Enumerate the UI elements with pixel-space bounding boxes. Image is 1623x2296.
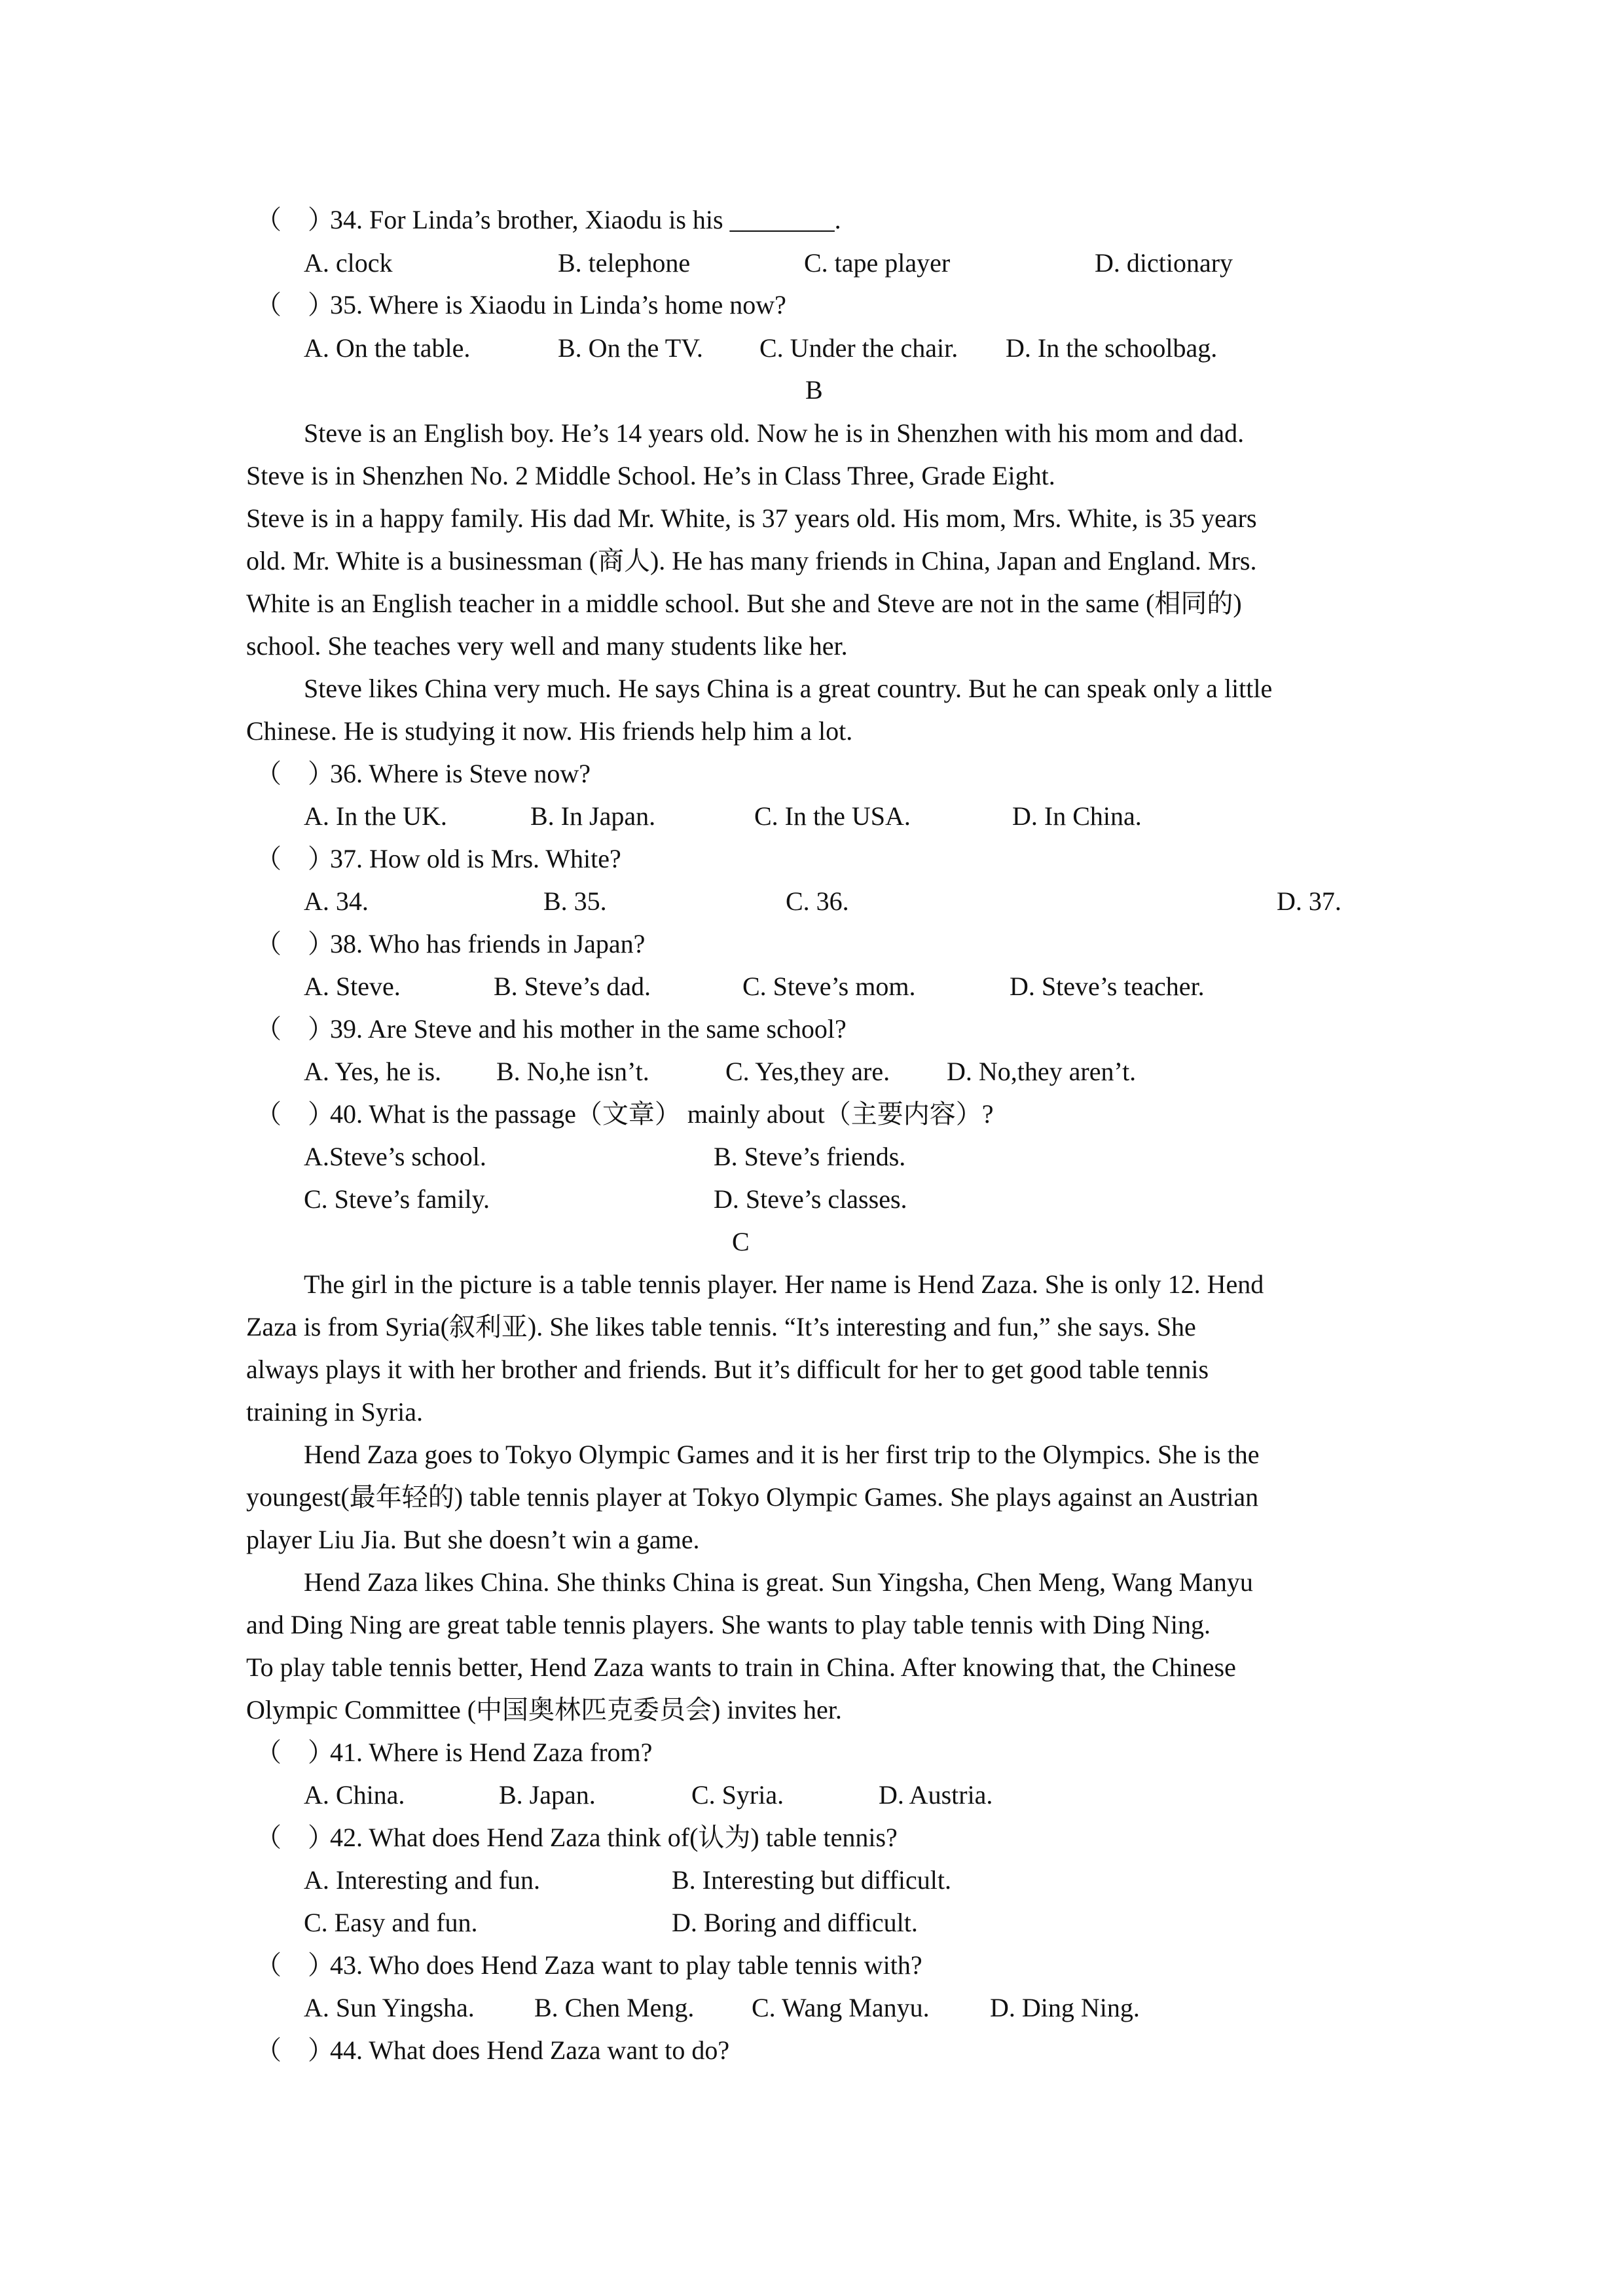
question-38-option-b: B. Steve’s dad.	[494, 972, 651, 1001]
answer-paren-37: （ ）	[255, 844, 334, 873]
answer-paren-36: （ ）	[255, 759, 334, 788]
section-c-heading: C	[732, 1227, 750, 1256]
passage-c-line-5: Hend Zaza goes to Tokyo Olympic Games and it is her first trip to the Olympics. She is the	[304, 1440, 1260, 1469]
passage-c-line-4: training in Syria.	[246, 1397, 423, 1427]
question-36-option-a: A. In the UK.	[304, 801, 447, 831]
question-43-option-a: A. Sun Yingsha.	[304, 1993, 475, 2022]
question-38-option-c: C. Steve’s mom.	[742, 972, 916, 1001]
question-39-option-a: A. Yes, he is.	[304, 1057, 442, 1086]
answer-paren-38: （ ）	[255, 929, 334, 958]
answer-paren-34: （ ）	[255, 205, 334, 234]
passage-b-line-8: Chinese. He is studying it now. His friends help him a lot.	[246, 716, 853, 746]
passage-c-line-11: Olympic Committee (中国奥林匹克委员会) invites her.	[246, 1695, 842, 1724]
question-42-option-b: B. Interesting but difficult.	[672, 1865, 951, 1895]
question-36-option-d: D. In China.	[1012, 801, 1142, 831]
question-37-option-a: A. 34.	[304, 886, 369, 916]
section-b-heading: B	[805, 375, 823, 405]
question-34-option-b: B. telephone	[558, 248, 691, 278]
answer-paren-41: （ ）	[255, 1738, 334, 1767]
question-41-option-a: A. China.	[304, 1780, 405, 1810]
passage-b-line-1: Steve is an English boy. He’s 14 years old. Now he is in Shenzhen with his mom and dad.	[304, 418, 1245, 448]
question-44-stem: 44. What does Hend Zaza want to do?	[330, 2035, 730, 2065]
question-42-option-c: C. Easy and fun.	[304, 1908, 478, 1937]
passage-b-line-5: White is an English teacher in a middle school. But she and Steve are not in the same (相同的)	[246, 589, 1242, 618]
question-40-option-d: D. Steve’s classes.	[714, 1184, 907, 1214]
question-40-option-b: B. Steve’s friends.	[714, 1142, 906, 1171]
passage-b-line-6: school. She teaches very well and many students like her.	[246, 631, 848, 661]
question-35-stem: 35. Where is Xiaodu in Linda’s home now?	[330, 290, 786, 319]
question-39-option-d: D. No,they aren’t.	[947, 1057, 1137, 1086]
question-37-option-d: D. 37.	[1277, 886, 1341, 916]
question-36-option-c: C. In the USA.	[754, 801, 911, 831]
question-37-option-c: C. 36.	[786, 886, 849, 916]
answer-paren-44: （ ）	[255, 2035, 334, 2065]
question-38-option-a: A. Steve.	[304, 972, 401, 1001]
answer-paren-43: （ ）	[255, 1950, 334, 1980]
question-43-option-c: C. Wang Manyu.	[752, 1993, 930, 2022]
question-39-stem: 39. Are Steve and his mother in the same school?	[330, 1014, 847, 1044]
question-40-stem: 40. What is the passage（文章） mainly about（主要内容）?	[330, 1099, 994, 1129]
answer-paren-39: （ ）	[255, 1014, 334, 1044]
question-37-stem: 37. How old is Mrs. White?	[330, 844, 621, 873]
question-36-option-b: B. In Japan.	[530, 801, 656, 831]
question-38-stem: 38. Who has friends in Japan?	[330, 929, 646, 958]
question-42-option-d: D. Boring and difficult.	[672, 1908, 918, 1937]
question-35-option-a: A. On the table.	[304, 333, 471, 363]
passage-c-line-2: Zaza is from Syria(叙利亚). She likes table tennis. “It’s interesting and fun,” she says. She	[246, 1312, 1196, 1341]
question-35-option-b: B. On the TV.	[558, 333, 703, 363]
question-40-option-c: C. Steve’s family.	[304, 1184, 490, 1214]
question-40-option-a: A.Steve’s school.	[304, 1142, 486, 1171]
passage-c-line-3: always plays it with her brother and friends. But it’s difficult for her to get good table tennis	[246, 1355, 1209, 1384]
question-43-option-d: D. Ding Ning.	[990, 1993, 1140, 2022]
question-37-option-b: B. 35.	[543, 886, 607, 916]
question-41-option-b: B. Japan.	[499, 1780, 596, 1810]
question-34-option-a: A. clock	[304, 248, 393, 278]
question-34-option-d: D. dictionary	[1095, 248, 1233, 278]
answer-paren-35: （ ）	[255, 290, 334, 319]
passage-b-line-3: Steve is in a happy family. His dad Mr. White, is 37 years old. His mom, Mrs. White, is 35 years	[246, 503, 1257, 533]
question-39-option-b: B. No,he isn’t.	[496, 1057, 649, 1086]
question-35-option-c: C. Under the chair.	[759, 333, 958, 363]
question-42-option-a: A. Interesting and fun.	[304, 1865, 541, 1895]
question-38-option-d: D. Steve’s teacher.	[1010, 972, 1205, 1001]
passage-c-line-7: player Liu Jia. But she doesn’t win a game.	[246, 1525, 700, 1554]
question-34-stem: 34. For Linda’s brother, Xiaodu is his ________.	[330, 205, 841, 234]
passage-b-line-7: Steve likes China very much. He says China is a great country. But he can speak only a little	[304, 674, 1273, 703]
passage-c-line-6: youngest(最年轻的) table tennis player at Tokyo Olympic Games. She plays against an Austrian	[246, 1482, 1259, 1512]
passage-c-line-10: To play table tennis better, Hend Zaza wants to train in China. After knowing that, the Chinese	[246, 1652, 1236, 1682]
passage-c-line-1: The girl in the picture is a table tennis player. Her name is Hend Zaza. She is only 12. Hend	[304, 1269, 1264, 1299]
question-39-option-c: C. Yes,they are.	[725, 1057, 890, 1086]
question-41-stem: 41. Where is Hend Zaza from?	[330, 1738, 653, 1767]
question-43-stem: 43. Who does Hend Zaza want to play table tennis with?	[330, 1950, 922, 1980]
answer-paren-42: （ ）	[255, 1823, 334, 1852]
passage-c-line-9: and Ding Ning are great table tennis players. She wants to play table tennis with Ding Ning.	[246, 1610, 1211, 1639]
passage-b-line-2: Steve is in Shenzhen No. 2 Middle School. He’s in Class Three, Grade Eight.	[246, 461, 1055, 490]
question-41-option-c: C. Syria.	[691, 1780, 784, 1810]
question-36-stem: 36. Where is Steve now?	[330, 759, 591, 788]
passage-b-line-4: old. Mr. White is a businessman (商人). He has many friends in China, Japan and England. Mrs.	[246, 546, 1257, 575]
question-34-option-c: C. tape player	[804, 248, 951, 278]
question-43-option-b: B. Chen Meng.	[534, 1993, 695, 2022]
question-41-option-d: D. Austria.	[879, 1780, 993, 1810]
passage-c-line-8: Hend Zaza likes China. She thinks China is great. Sun Yingsha, Chen Meng, Wang Manyu	[304, 1567, 1253, 1597]
answer-paren-40: （ ）	[255, 1099, 334, 1129]
question-35-option-d: D. In the schoolbag.	[1006, 333, 1218, 363]
question-42-stem: 42. What does Hend Zaza think of(认为) table tennis?	[330, 1823, 898, 1852]
